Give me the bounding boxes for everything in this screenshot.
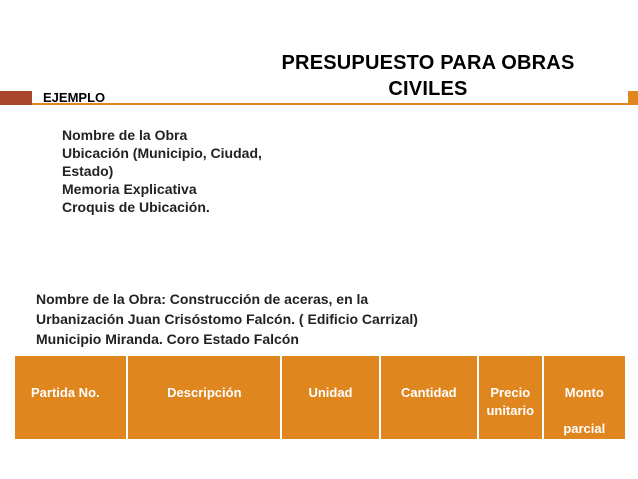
obra-description bbox=[36, 289, 596, 349]
obra-line: Municipio Miranda. Coro Estado Falcón bbox=[36, 331, 299, 347]
header-cantidad: Cantidad bbox=[381, 356, 477, 439]
header-descripcion: Descripción bbox=[128, 356, 280, 439]
header-partida: Partida No. bbox=[15, 356, 126, 439]
budget-table-header bbox=[15, 356, 625, 439]
requirements-list bbox=[62, 126, 342, 216]
header-precio-line2: unitario bbox=[486, 403, 535, 418]
section-label: EJEMPLO bbox=[43, 90, 106, 105]
list-item: Nombre de la Obra bbox=[62, 127, 188, 143]
header-monto-line2: parcial bbox=[563, 421, 606, 436]
header-precio-unitario bbox=[479, 356, 542, 439]
header-precio-line1: Precio bbox=[490, 385, 531, 400]
accent-bar-left bbox=[0, 91, 32, 105]
header-monto-parcial bbox=[544, 356, 625, 439]
slide-title bbox=[228, 50, 628, 102]
header-unidad: Unidad bbox=[282, 356, 378, 439]
obra-line: Urbanización Juan Crisóstomo Falcón. ( Edificio Carrizal) bbox=[36, 311, 418, 327]
list-item: Ubicación (Municipio, Ciudad, Estado) bbox=[62, 145, 262, 179]
accent-bar-right bbox=[628, 91, 638, 105]
header-monto-line1: Monto bbox=[564, 385, 604, 400]
slide-title-line2: CIVILES bbox=[388, 78, 468, 100]
header-monto-spacer bbox=[544, 402, 625, 420]
list-item: Croquis de Ubicación. bbox=[62, 199, 210, 215]
slide-title-line1: PRESUPUESTO PARA OBRAS bbox=[281, 52, 575, 74]
obra-line: Nombre de la Obra: Construcción de aceras, en la bbox=[36, 291, 369, 307]
list-item: Memoria Explicativa bbox=[62, 181, 197, 197]
